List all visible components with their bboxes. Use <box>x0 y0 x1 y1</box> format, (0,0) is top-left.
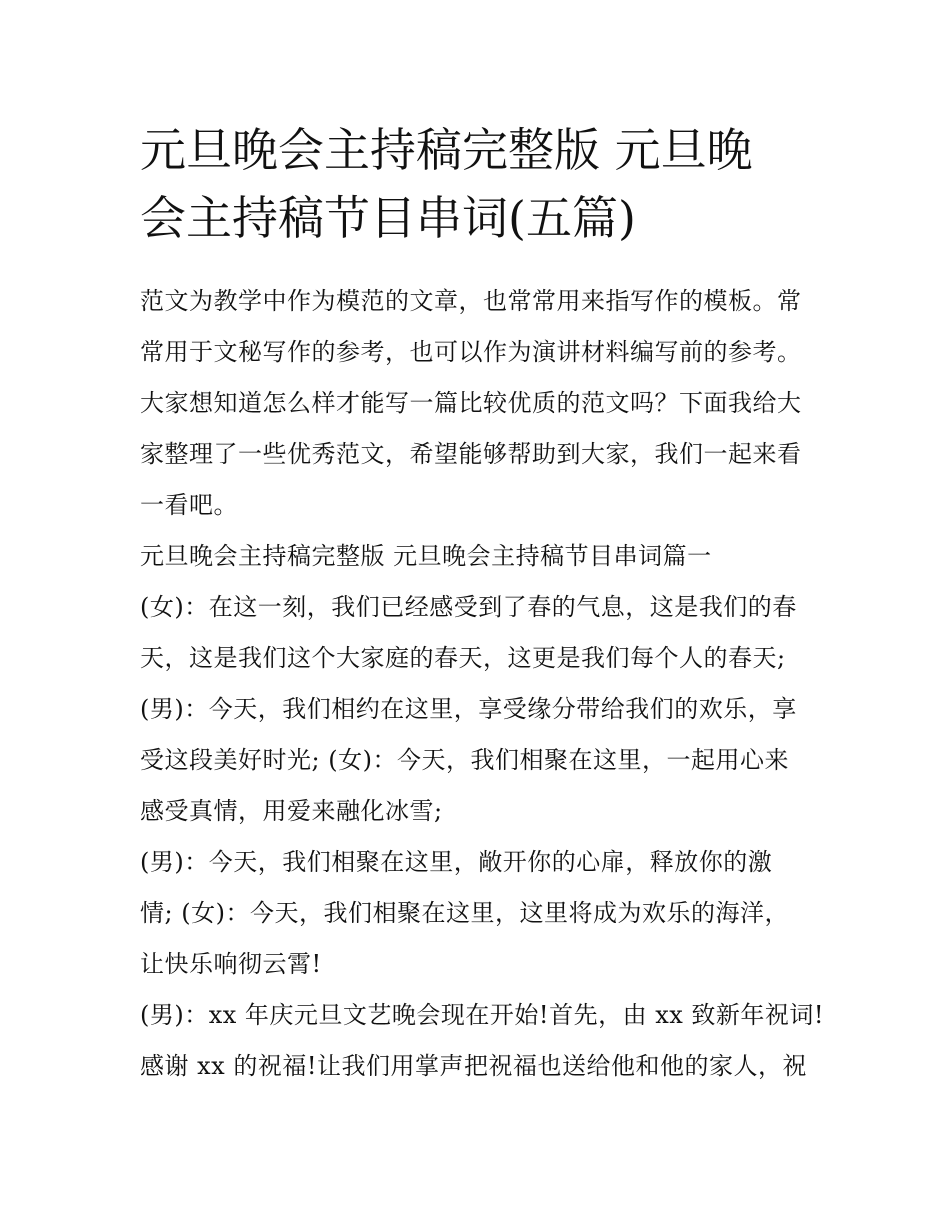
body-line: 天，这是我们这个大家庭的春天，这更是我们每个人的春天; <box>140 644 786 672</box>
section-heading: 元旦晚会主持稿完整版 元旦晚会主持稿节目串词篇一 <box>140 542 712 570</box>
body-line: 受这段美好时光; (女)：今天，我们相聚在这里，一起用心来 <box>140 746 789 774</box>
body-line: 范文为教学中作为模范的文章，也常常用来指写作的模板。常 <box>140 287 802 315</box>
body-line: 情; (女)：今天，我们相聚在这里，这里将成为欢乐的海洋， <box>140 899 789 927</box>
title-line: 元旦晚会主持稿完整版 元旦晚 <box>140 123 753 177</box>
body-line: 让快乐响彻云霄! <box>140 950 322 978</box>
body-line: 一看吧。 <box>140 491 238 519</box>
title-line: 会主持稿节目串词(五篇) <box>140 191 636 245</box>
body-line: (男)：今天，我们相聚在这里，敞开你的心扉，释放你的激 <box>140 848 773 876</box>
body-line: 大家想知道怎么样才能写一篇比较优质的范文吗？下面我给大 <box>140 389 802 417</box>
document-body <box>140 276 825 1092</box>
body-line: 感谢 xx 的祝福!让我们用掌声把祝福也送给他和他的家人，祝 <box>140 1052 807 1080</box>
body-line: 常用于文秘写作的参考，也可以作为演讲材料编写前的参考。 <box>140 338 802 366</box>
body-line: 家整理了一些优秀范文，希望能够帮助到大家，我们一起来看 <box>140 440 802 468</box>
body-line: (女)：在这一刻，我们已经感受到了春的气息，这是我们的春 <box>140 593 797 621</box>
document-title <box>140 116 820 252</box>
body-line: 感受真情，用爱来融化冰雪; <box>140 797 443 825</box>
body-line: (男)：今天，我们相约在这里，享受缘分带给我们的欢乐，享 <box>140 695 797 723</box>
body-line: (男)：xx 年庆元旦文艺晚会现在开始!首先，由 xx 致新年祝词! <box>140 1001 825 1029</box>
